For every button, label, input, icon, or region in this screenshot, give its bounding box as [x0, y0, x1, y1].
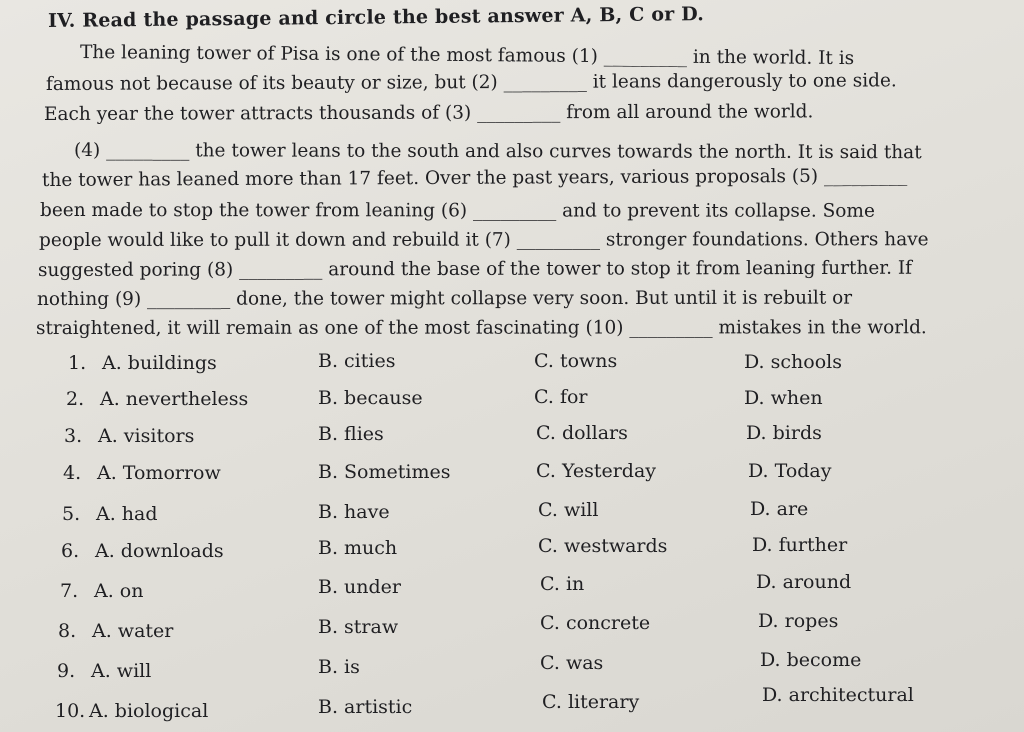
option-c[interactable]: C. literary	[542, 691, 640, 713]
option-d[interactable]: D. ropes	[758, 610, 839, 632]
option-d[interactable]: D. when	[744, 387, 823, 409]
option-c[interactable]: C. towns	[534, 350, 618, 372]
option-b[interactable]: B. cities	[318, 350, 396, 372]
option-c[interactable]: C. for	[534, 386, 588, 408]
option-c[interactable]: C. will	[538, 499, 599, 521]
passage-line: nothing (9) _________ done, the tower might collapse very soon. But until it is rebuilt or	[36, 287, 853, 310]
option-c[interactable]: C. concrete	[540, 612, 651, 634]
option-a[interactable]: A. on	[94, 580, 144, 602]
option-a[interactable]: A. Tomorrow	[97, 462, 221, 484]
option-a[interactable]: A. biological	[89, 700, 209, 722]
option-d[interactable]: D. around	[756, 571, 852, 593]
option-b[interactable]: B. straw	[318, 616, 399, 638]
passage-line: famous not because of its beauty or size, but (2) _________ it leans dangerously to one side.	[45, 70, 897, 95]
option-c[interactable]: C. was	[540, 652, 604, 674]
question-number: 6.	[61, 540, 80, 562]
option-b[interactable]: B. artistic	[318, 696, 413, 718]
option-b[interactable]: B. much	[318, 537, 398, 559]
passage-line: (4) _________ the tower leans to the south and also curves towards the north. It is said that	[73, 140, 922, 164]
option-a[interactable]: A. nevertheless	[100, 388, 249, 410]
question-number: 1.	[68, 352, 87, 374]
option-b[interactable]: B. flies	[318, 423, 384, 445]
passage-line: straightened, it will remain as one of the most fascinating (10) _________ mistakes in the world.	[35, 317, 927, 339]
option-c[interactable]: C. Yesterday	[536, 460, 657, 482]
option-d[interactable]: D. Today	[748, 460, 832, 482]
option-b[interactable]: B. under	[318, 576, 402, 598]
option-c[interactable]: C. westwards	[538, 535, 668, 557]
option-a[interactable]: A. water	[92, 620, 174, 642]
question-number: 5.	[62, 503, 81, 525]
option-d[interactable]: D. birds	[746, 422, 822, 444]
option-d[interactable]: D. are	[750, 498, 809, 520]
option-b[interactable]: B. Sometimes	[318, 461, 451, 483]
option-b[interactable]: B. is	[318, 656, 360, 678]
option-d[interactable]: D. become	[760, 649, 862, 671]
option-c[interactable]: C. dollars	[536, 422, 628, 444]
option-a[interactable]: A. will	[91, 660, 152, 682]
passage-line: suggested poring (8) _________ around the base of the tower to stop it from leaning further. If	[37, 257, 913, 281]
option-a[interactable]: A. buildings	[102, 352, 217, 374]
option-b[interactable]: B. have	[318, 501, 390, 523]
option-d[interactable]: D. further	[752, 534, 848, 556]
passage-line: Each year the tower attracts thousands of (3) _________ from all around the world.	[43, 101, 814, 125]
option-a[interactable]: A. had	[96, 503, 158, 525]
question-number: 10.	[55, 700, 86, 722]
question-number: 9.	[57, 660, 76, 682]
option-d[interactable]: D. architectural	[762, 684, 914, 706]
option-a[interactable]: A. visitors	[98, 425, 195, 447]
option-b[interactable]: B. because	[318, 387, 423, 409]
option-a[interactable]: A. downloads	[95, 540, 224, 562]
question-number: 8.	[58, 620, 77, 642]
option-c[interactable]: C. in	[540, 573, 585, 595]
passage-line: been made to stop the tower from leaning (6) _________ and to prevent its collapse. Some	[39, 200, 875, 222]
passage-line: The leaning tower of Pisa is one of the most famous (1) _________ in the world. It is	[79, 42, 855, 70]
question-number: 3.	[64, 425, 83, 447]
passage-line: people would like to pull it down and rebuild it (7) _________ stronger foundations. Others have	[38, 229, 929, 251]
passage-line: the tower has leaned more than 17 feet. Over the past years, various proposals (5) _________	[41, 165, 908, 191]
question-number: 7.	[60, 580, 79, 602]
exercise-title: IV. Read the passage and circle the best answer A, B, C or D.	[47, 3, 705, 32]
question-number: 2.	[66, 388, 85, 410]
option-d[interactable]: D. schools	[744, 351, 842, 373]
question-number: 4.	[63, 462, 82, 484]
